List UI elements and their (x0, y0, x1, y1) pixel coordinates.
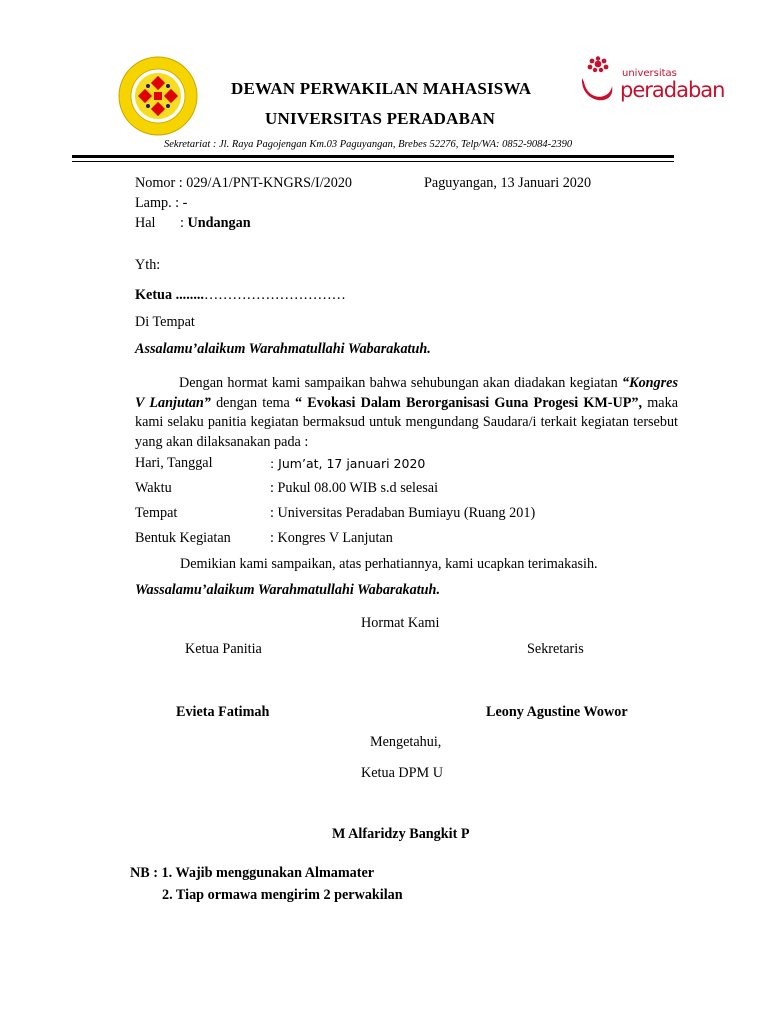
recipient-ketua (135, 287, 346, 304)
dpm-role: Ketua DPM U (361, 765, 443, 781)
header-title-line1: DEWAN PERWAKILAN MAHASISWA (231, 79, 532, 98)
dpm-name: M Alfaridzy Bangkit P (332, 826, 470, 842)
header-rule-thin (72, 161, 674, 162)
dpm-seal-icon (118, 56, 198, 136)
sign-left-role: Ketua Panitia (185, 641, 262, 657)
logo-word-small: universitas (622, 68, 677, 79)
header-rule-thick (72, 155, 674, 158)
sign-right-role: Sekretaris (527, 641, 584, 657)
opening-greeting: Assalamu’alaikum Warahmatullahi Wabarakatuh. (135, 341, 431, 357)
letter-number: Nomor : 029/A1/PNT-KNGRS/I/2020 (135, 175, 353, 191)
letter-place-date: Paguyangan, 13 Januari 2020 (424, 175, 592, 191)
letter-hal-sep: : (180, 215, 188, 231)
detail-value-time: : Pukul 08.00 WIB s.d selesai (270, 480, 439, 496)
header-title-line2: UNIVERSITAS PERADABAN (265, 109, 496, 128)
detail-value-date: : Jum’at, 17 januari 2020 (270, 456, 426, 471)
mengetahui-label: Mengetahui, (370, 734, 442, 750)
sign-left-name: Evieta Fatimah (176, 704, 270, 720)
detail-value-place: : Universitas Peradaban Bumiayu (Ruang 201) (270, 505, 536, 521)
hormat-kami: Hormat Kami (361, 615, 440, 631)
recipient-place: Di Tempat (135, 314, 195, 330)
invitation-paragraph (135, 374, 678, 452)
detail-label-date: Hari, Tanggal (135, 455, 213, 471)
letter-hal-value: Undangan (187, 215, 251, 231)
detail-label-time: Waktu (135, 480, 172, 496)
para-intro: Dengan hormat kami sampaikan bahwa sehubungan akan diadakan kegiatan (179, 375, 623, 391)
closing-paragraph: Demikian kami sampaikan, atas perhatiannya, kami ucapkan terimakasih. (180, 556, 598, 572)
peradaban-logo (578, 56, 725, 118)
letter-lamp: Lamp. : - (135, 195, 188, 211)
recipient-yth: Yth: (135, 257, 161, 273)
sign-right-name: Leony Agustine Wowor (486, 704, 628, 720)
detail-label-form: Bentuk Kegiatan (135, 530, 231, 546)
detail-value-form: : Kongres V Lanjutan (270, 530, 393, 546)
recipient-ketua-label: Ketua ........ (135, 287, 204, 303)
detail-label-place: Tempat (135, 505, 178, 521)
para-event-name: “Kongres V Lanjutan” (135, 375, 678, 411)
para-theme: “ Evokasi Dalam Berorganisasi Guna Progesi KM-UP”, (295, 394, 643, 411)
dpm-logo (118, 56, 198, 136)
para-theme-label: dengan tema (210, 394, 296, 411)
note-2: 2. Tiap ormawa mengirim 2 perwakilan (162, 887, 403, 903)
logo-word-big: peradaban (620, 78, 725, 102)
peradaban-flower-icon (578, 56, 618, 118)
letter-hal-label: Hal (135, 215, 156, 231)
closing-greeting: Wassalamu’alaikum Warahmatullahi Wabarakatuh. (135, 582, 440, 598)
para-rest: maka kami selaku panitia kegiatan bermaksud untuk mengundang Saudara/i terkait kegiatan tersebut yang akan dilaksanakan pada : (135, 394, 678, 450)
letter-hal (180, 215, 251, 232)
note-1: NB : 1. Wajib menggunakan Almamater (130, 865, 375, 881)
recipient-ketua-dots: ………………………… (203, 287, 346, 303)
header-address: Sekretariat : Jl. Raya Pagojengan Km.03 Paguyangan, Brebes 52276, Telp/WA: 0852-9084-2390 (164, 139, 573, 150)
